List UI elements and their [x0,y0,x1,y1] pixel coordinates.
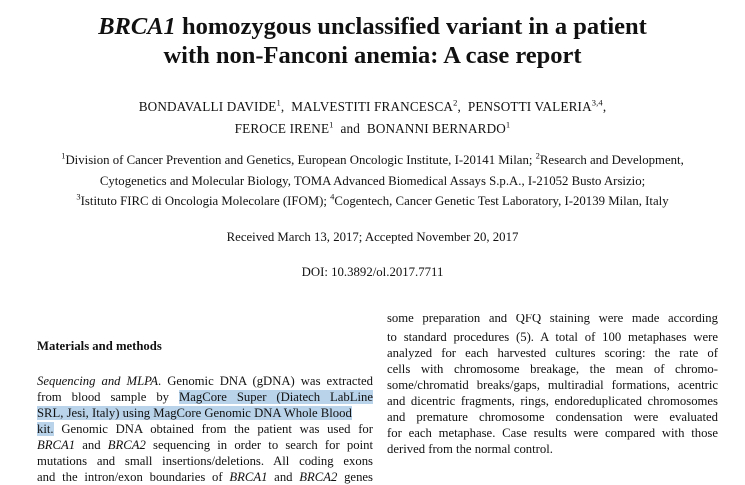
affiliations [0,150,745,212]
author-name: BONDAVALLI DAVIDE [138,99,277,114]
text-line[interactable]: and the intron/exon boundaries of BRCA1 and BRCA2 genes [37,470,373,484]
author-line-1: BONDAVALLI DAVIDE$^1$, MALVESTITI FRANCESCA$^2$, PENSOTTI VALERIA$^{3,4}$, [138,97,607,114]
left-column [37,338,373,485]
selected-text[interactable]: MagCore Super (Diatech LabLine [178,390,373,404]
text-line[interactable]: mutations and small insertions/deletions. All coding exons [37,454,373,468]
author-conjunction: and [340,121,360,136]
text-line[interactable]: analyzed for each harvested cultures scoring: the rate of [387,346,718,360]
author-line-2 [0,118,745,140]
subsection-heading: Sequencing and MLPA [37,374,159,388]
text-line[interactable]: from blood sample by MagCore Super (Diatech LabLine [37,390,373,404]
text-line-partial[interactable]: some preparation and QFQ staining were made according [387,314,718,325]
affiliation-mark: 2 [535,150,540,161]
affiliation-line-3 [0,191,745,212]
received-accepted-dates: Received March 13, 2017; Accepted November 20, 2017 [226,230,519,244]
affiliation-line-1 [0,150,745,171]
author-list [0,96,745,140]
author-affiliation-mark: 3,4 [591,97,603,108]
title-line-1 [0,12,745,41]
text-line[interactable]: kit. Genomic DNA obtained from the patient was used for [37,422,373,436]
author-name: PENSOTTI VALERIA [467,99,592,114]
text-line[interactable]: for each metaphase. Case results were compared with those [387,426,718,440]
author-affiliation-mark: 2 [453,97,458,108]
author-name: MALVESTITI FRANCESCA [291,99,454,114]
doi: DOI: 10.3892/ol.2017.7711 [301,265,444,279]
title-line-2: with non-Fanconi anemia: A case report [163,42,582,69]
paper-title [0,12,745,70]
title-line-1-rest: homozygous unclassified variant in a patient [175,13,647,40]
section-heading: Materials and methods [37,339,162,353]
affiliation-text: Division of Cancer Prevention and Genetics, European Oncologic Institute, I-20141 Milan; [65,153,536,167]
text-line[interactable]: Sequencing and MLPA. Genomic DNA (gDNA) was extracted [37,374,373,388]
text-line[interactable]: some/chromatid breaks/gaps, multiradial formations, acentric [387,378,718,392]
author-name: FEROCE IRENE [234,121,330,136]
text-line[interactable] [37,405,373,421]
text-line[interactable]: derived from the normal control. [387,442,553,456]
affiliation-text: Cogentech, Cancer Genetic Test Laboratory, I-20139 Milan, Italy [334,194,669,208]
affiliation-mark: 4 [330,191,335,202]
affiliation-text: Research and Development, [539,153,684,167]
affiliation-line-2: Cytogenetics and Molecular Biology, TOMA Advanced Biomedical Assays S.p.A., I-21052 Busto Arsizio; [99,173,646,188]
text-line[interactable]: and dicentric fragments, rings, endoreduplicated chromosomes [387,394,718,408]
selected-text[interactable]: kit. [37,422,54,436]
affiliation-text: Istituto FIRC di Oncologia Molecolare (IFOM); [80,194,331,208]
selected-text[interactable]: SRL, Jesi, Italy) using MagCore Genomic DNA Whole Blood [37,406,352,420]
text-line[interactable]: to standard procedures (5). A total of 100 metaphases were [387,330,718,344]
right-column [387,314,718,457]
text-line[interactable]: BRCA1 and BRCA2 sequencing in order to search for point [37,438,373,452]
author-affiliation-mark: 1 [505,119,511,130]
author-name: BONANNI BERNARDO [366,121,506,136]
text-line[interactable]: cells with chromosome breakage, the mean of chromo- [387,362,718,376]
text-line[interactable]: and premature chromosome condensation were evaluated [387,410,718,424]
author-affiliation-mark: 1 [329,119,334,130]
title-gene-name: BRCA1 [98,13,176,40]
affiliation-mark: 3 [76,191,81,202]
affiliation-mark: 1 [61,150,66,161]
author-affiliation-mark: 1 [276,97,281,108]
